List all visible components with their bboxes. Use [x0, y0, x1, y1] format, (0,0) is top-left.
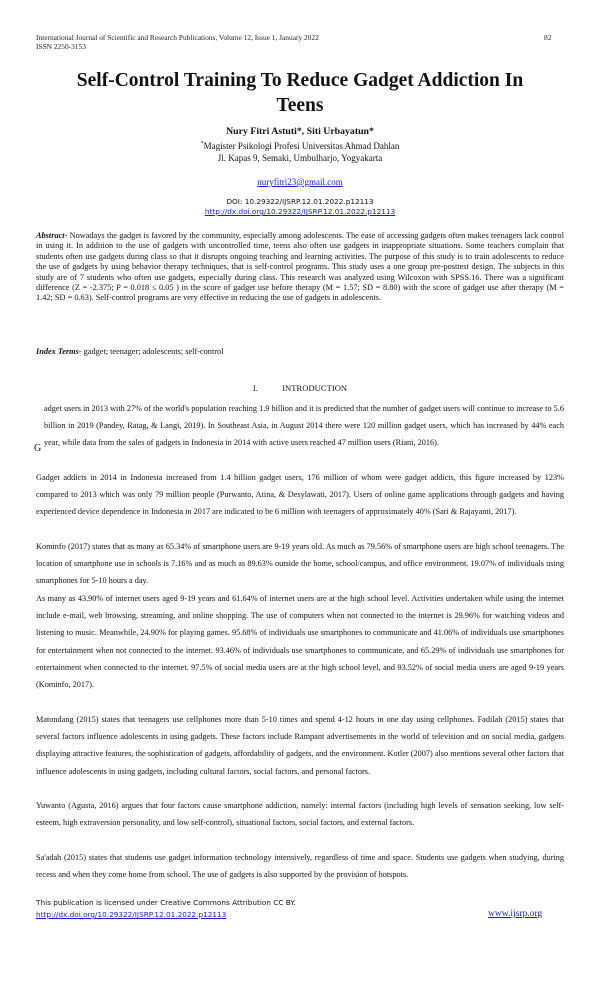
- email-link[interactable]: nuryfitri23@gmail.com: [257, 177, 343, 187]
- paragraph-4: As many as 43.90% of internet users aged 9-19 years and 61.64% of internet users are at the high school level. Activities undertaken while using the internet include e-mail, web browsing, streaming, and online shopping. The use of computers when not connected to the internet is 29.96% for watching videos and listening to music. Meanwhile, 24.90% for playing games. 95.68% of individuals use smartphones to communicate and 41.06% of individuals use smartphones for entertainment when not connected to the internet. 93.46% of individuals use smartphones to communicate, and 65.29% of individuals use smartphones for entertainment when connected to the internet. 97.5% of social media users are at the high school level, and 93.52% of social media users are aged 9-19 years (Kominfo, 2017).: [36, 594, 564, 690]
- doi: DOI: 10.29322/IJSRP.12.01.2022.p12113: [226, 197, 374, 206]
- doi-url-line: [0, 207, 600, 216]
- affiliation-mark: *: [200, 141, 204, 147]
- section-title: INTRODUCTION: [282, 383, 348, 393]
- journal-header: International Journal of Scientific and Research Publications, Volume 12, Issue 1, January 2022: [36, 33, 319, 42]
- index-terms-text: - gadget; teenager; adolescents; self-control: [78, 347, 224, 356]
- page-number: 82: [544, 33, 552, 42]
- abstract-label: Abstract-: [36, 231, 68, 240]
- footer-doi-link[interactable]: http://dx.doi.org/10.29322/IJSRP.12.01.2022.p12113: [36, 910, 227, 919]
- site-link[interactable]: www.ijsrp.org: [488, 909, 543, 919]
- affiliation-line-1: [0, 141, 600, 151]
- section-number: I.: [252, 383, 258, 393]
- paragraph-2: Gadget addicts in 2014 in Indonesia increased from 1.4 billion gadget users, 176 million of whom were gadget addicts, this figure increased by 123% compared to 2013 which was only 79 million people (Purwanto, Atina, & Desylawati, 2017). Users of online game applications through gadgets and having experienced device dependence in Indonesia in 2017 are indicated to be 6 million with teenagers of approximately 40% (Sari & Rajayanti, 2017).: [36, 473, 564, 517]
- section-heading: [0, 383, 600, 393]
- affiliation-2: Jl. Kapas 9, Semaki, Umbulharjo, Yogyakarta: [217, 153, 383, 163]
- paragraph-3: Kominfo (2017) states that as many as 65.34% of smartphone users are 9-19 years old. As much as 79.56% of smartphone users are high school teenagers. The location of smartphone use in schools is 7.16% and as much as 89.63% outside the home, school/campus, and office environment. 19.07% of individuals using smartphones for 5-10 hours a day.: [36, 542, 564, 586]
- paragraph-7: Sa'adah (2015) states that students use gadget information technology intensively, regardless of time and space. Students use gadgets when studying, during recess and when they come home from school. The use of gadgets is also supported by the provision of hotspots.: [36, 853, 564, 880]
- issn: ISSN 2250-3153: [36, 42, 86, 51]
- paper-title: Self-Control Training To Reduce Gadget Addiction In Teens: [76, 70, 524, 116]
- affiliation-1: Magister Psikologi Profesi Universitas Ahmad Dahlan: [203, 141, 400, 151]
- abstract-text: Nowadays the gadget is favored by the community, especially among adolescents. The ease of accessing gadgets often makes teenagers lack control in using it. In addition to the use of gadgets with uncontrolled time, teens also often use gadgets in inappropriate situations. Some teachers complain that students often use gadgets during class so that it disrupts ongoing teaching and learning activities. The purpose of this study is to train adolescents to reduce the use of gadgets by using behavior therapy techniques, that is self-control programs. This study uses a one group pre-posttest design. The subjects in this study are of 7 students who often use gadgets, especially during class. This research was analyzed using Wilcoxon with SPSS.16. There was a significant difference (Z = -2.375; P = 0.018 ≤ 0.05 ) in the score of gadget use before therapy (M = 1.57; SD = 8.80) with the score of gadget use after therapy (M = 1.42; SD = 0.63). Self-control programs are very effective in reducing the use of gadgets in adolescents.: [36, 231, 564, 303]
- paragraph-5: Matondang (2015) states that teenagers use cellphones more than 5-10 times and spend 4-12 hours in one day using cellphones. Fadilah (2015) states that several factors influence adolescents in using gadgets. These factors include Rampant advertisements in the world of television and on social media, gadgets displaying attractive features, the sophistication of gadgets, affordability of gadgets, and the environment. Kotler (2007) also mentions several other factors that influence adolescents in using gadgets, including cultural factors, social factors, and personal factors.: [36, 715, 564, 776]
- paragraph-6: Yuwanto (Agusta, 2016) argues that four factors cause smartphone addiction, namely: internal factors (including high levels of sensation seeking, low self-esteem, high extraversion personality, and low self-control), situational factors, social factors, and external factors.: [36, 801, 564, 828]
- index-terms-label: Index Terms: [36, 347, 79, 356]
- drop-cap: G: [34, 443, 42, 454]
- doi-link[interactable]: http://dx.doi.org/10.29322/IJSRP.12.01.2022.p12113: [204, 207, 396, 216]
- footer: [36, 897, 296, 921]
- license-text: This publication is licensed under Creative Commons Attribution CC BY.: [36, 898, 296, 907]
- index-terms: [36, 347, 223, 356]
- authors: Nury Fitri Astuti*, Siti Urbayatun*: [226, 126, 374, 137]
- abstract: [36, 231, 564, 304]
- paragraph-1: adget users in 2013 with 27% of the world's population reaching 1.9 billion and it is predicted that the number of gadget users will continue to increase to 5.6 billion in 2019 (Pandey, Ratag, & Langi, 2019). In Southeast Asia, in August 2014 there were 120 million gadget users, which has increased by 44% each year, while data from the sales of gadgets in Indonesia in 2014 with active users reached 47 million users (Riani, 2016).: [44, 404, 564, 448]
- email-line: [0, 177, 600, 187]
